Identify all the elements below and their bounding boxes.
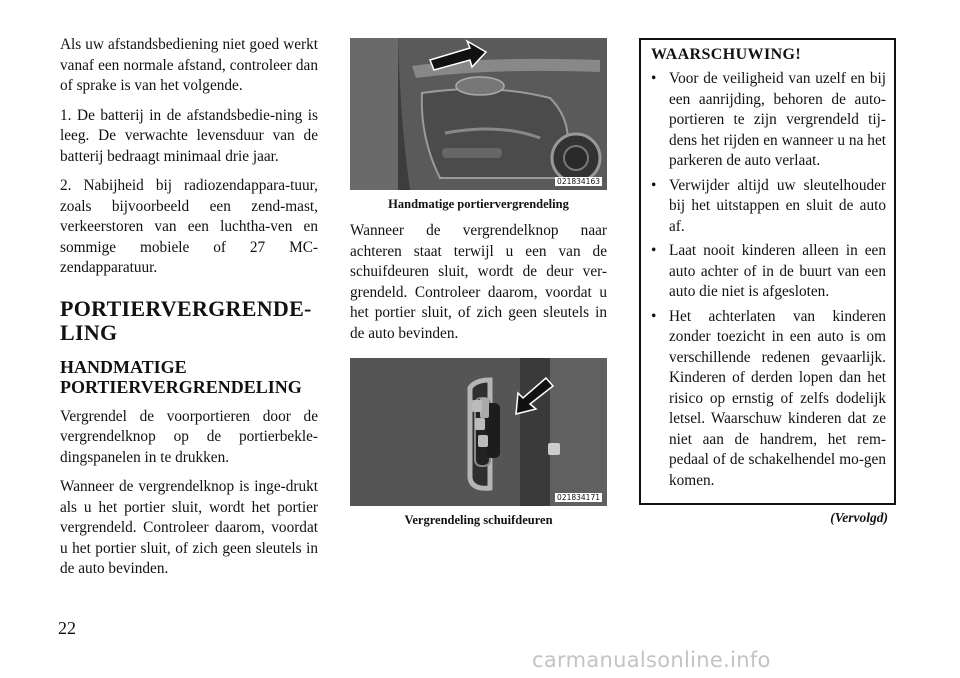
figure-caption: Vergrendeling schuifdeuren bbox=[404, 513, 553, 527]
continued-label: (Vervolgd) bbox=[830, 510, 888, 525]
figure-code: 021834171 bbox=[557, 493, 600, 502]
paragraph-lock-when-closing: Wanneer de vergrendelknop is inge-drukt als u het portier sluit, wordt het portier vergrendeld. Controleer daarom, voordat u het portier sluit, of zich geen sleutels in de auto bevinden. bbox=[60, 478, 318, 577]
paragraph-radio-interference: 2. Nabijheid bij radiozendappara-tuur, zoals bijvoorbeeld een zend-mast, verkeerstoren van een luchtha-ven en sommige mobiele of 27 MC-zendapparatuur. bbox=[60, 177, 318, 276]
paragraph-remote-range: Als uw afstandsbediening niet goed werkt vanaf een normale afstand, controleer dan of sprake is van het volgende. bbox=[60, 36, 318, 94]
page-number: 22 bbox=[58, 618, 76, 638]
sliding-door-illustration bbox=[350, 358, 607, 506]
middle-column bbox=[350, 38, 607, 537]
paragraph-battery: 1. De batterij in de afstandsbedie-ning is leeg. De verwachte levensduur van de batterij bedraagt minimaal drie jaar. bbox=[60, 106, 318, 165]
warning-item: • Het achterlaten van kinderen zonder toezicht in een auto is om verschillende redenen gevaarlijk. Kinderen of derden lopen dan het risico op ernstig of zelfs dodelijk letsel. Waarschuw kinderen dat ze niet aan de handrem, het rem-pedaal of de schakelhendel mo-gen komen. bbox=[651, 307, 886, 492]
figure-manual-door-lock bbox=[350, 38, 607, 190]
subsection-title: HANDMATIGE PORTIERVERGRENDELING bbox=[60, 356, 302, 397]
figure-code: 021834163 bbox=[557, 177, 600, 186]
watermark: carmanualsonline.info bbox=[532, 648, 771, 672]
figure-caption: Handmatige portiervergrendeling bbox=[388, 197, 569, 211]
figure-sliding-door-lock bbox=[350, 358, 607, 506]
warning-box bbox=[639, 38, 896, 505]
door-panel-illustration bbox=[350, 38, 607, 190]
paragraph-front-door-lock: Vergrendel de voorportieren door de vergrendelknop op de portierbekle-dingspanelen in te drukken. bbox=[60, 407, 318, 466]
section-title: PORTIERVERGRENDE-LING bbox=[60, 295, 312, 345]
left-column bbox=[60, 35, 318, 580]
right-column bbox=[639, 38, 896, 526]
paragraph-sliding-door: Wanneer de vergrendelknop naar achteren staat terwijl u een van de schuifdeuren sluit, wordt de deur ver-grendeld. Controleer daarom, voordat u het portier sluit, of zich geen sleutels in de auto bevinden. bbox=[350, 222, 607, 342]
warning-item: • Verwijder altijd uw sleutelhouder bij het uitstappen en sluit de auto af. bbox=[651, 176, 886, 238]
warning-item: • Voor de veiligheid van uzelf en bij een aanrijding, behoren de auto-portieren te zijn vergrendeld tij-dens het rijden en wanneer u na het parkeren de auto verlaat. bbox=[651, 69, 886, 172]
warning-item: • Laat nooit kinderen alleen in een auto achter of in de buurt van een auto die niet is afgesloten. bbox=[651, 241, 886, 303]
warning-list bbox=[651, 69, 886, 491]
warning-title: WAARSCHUWING! bbox=[651, 46, 802, 63]
